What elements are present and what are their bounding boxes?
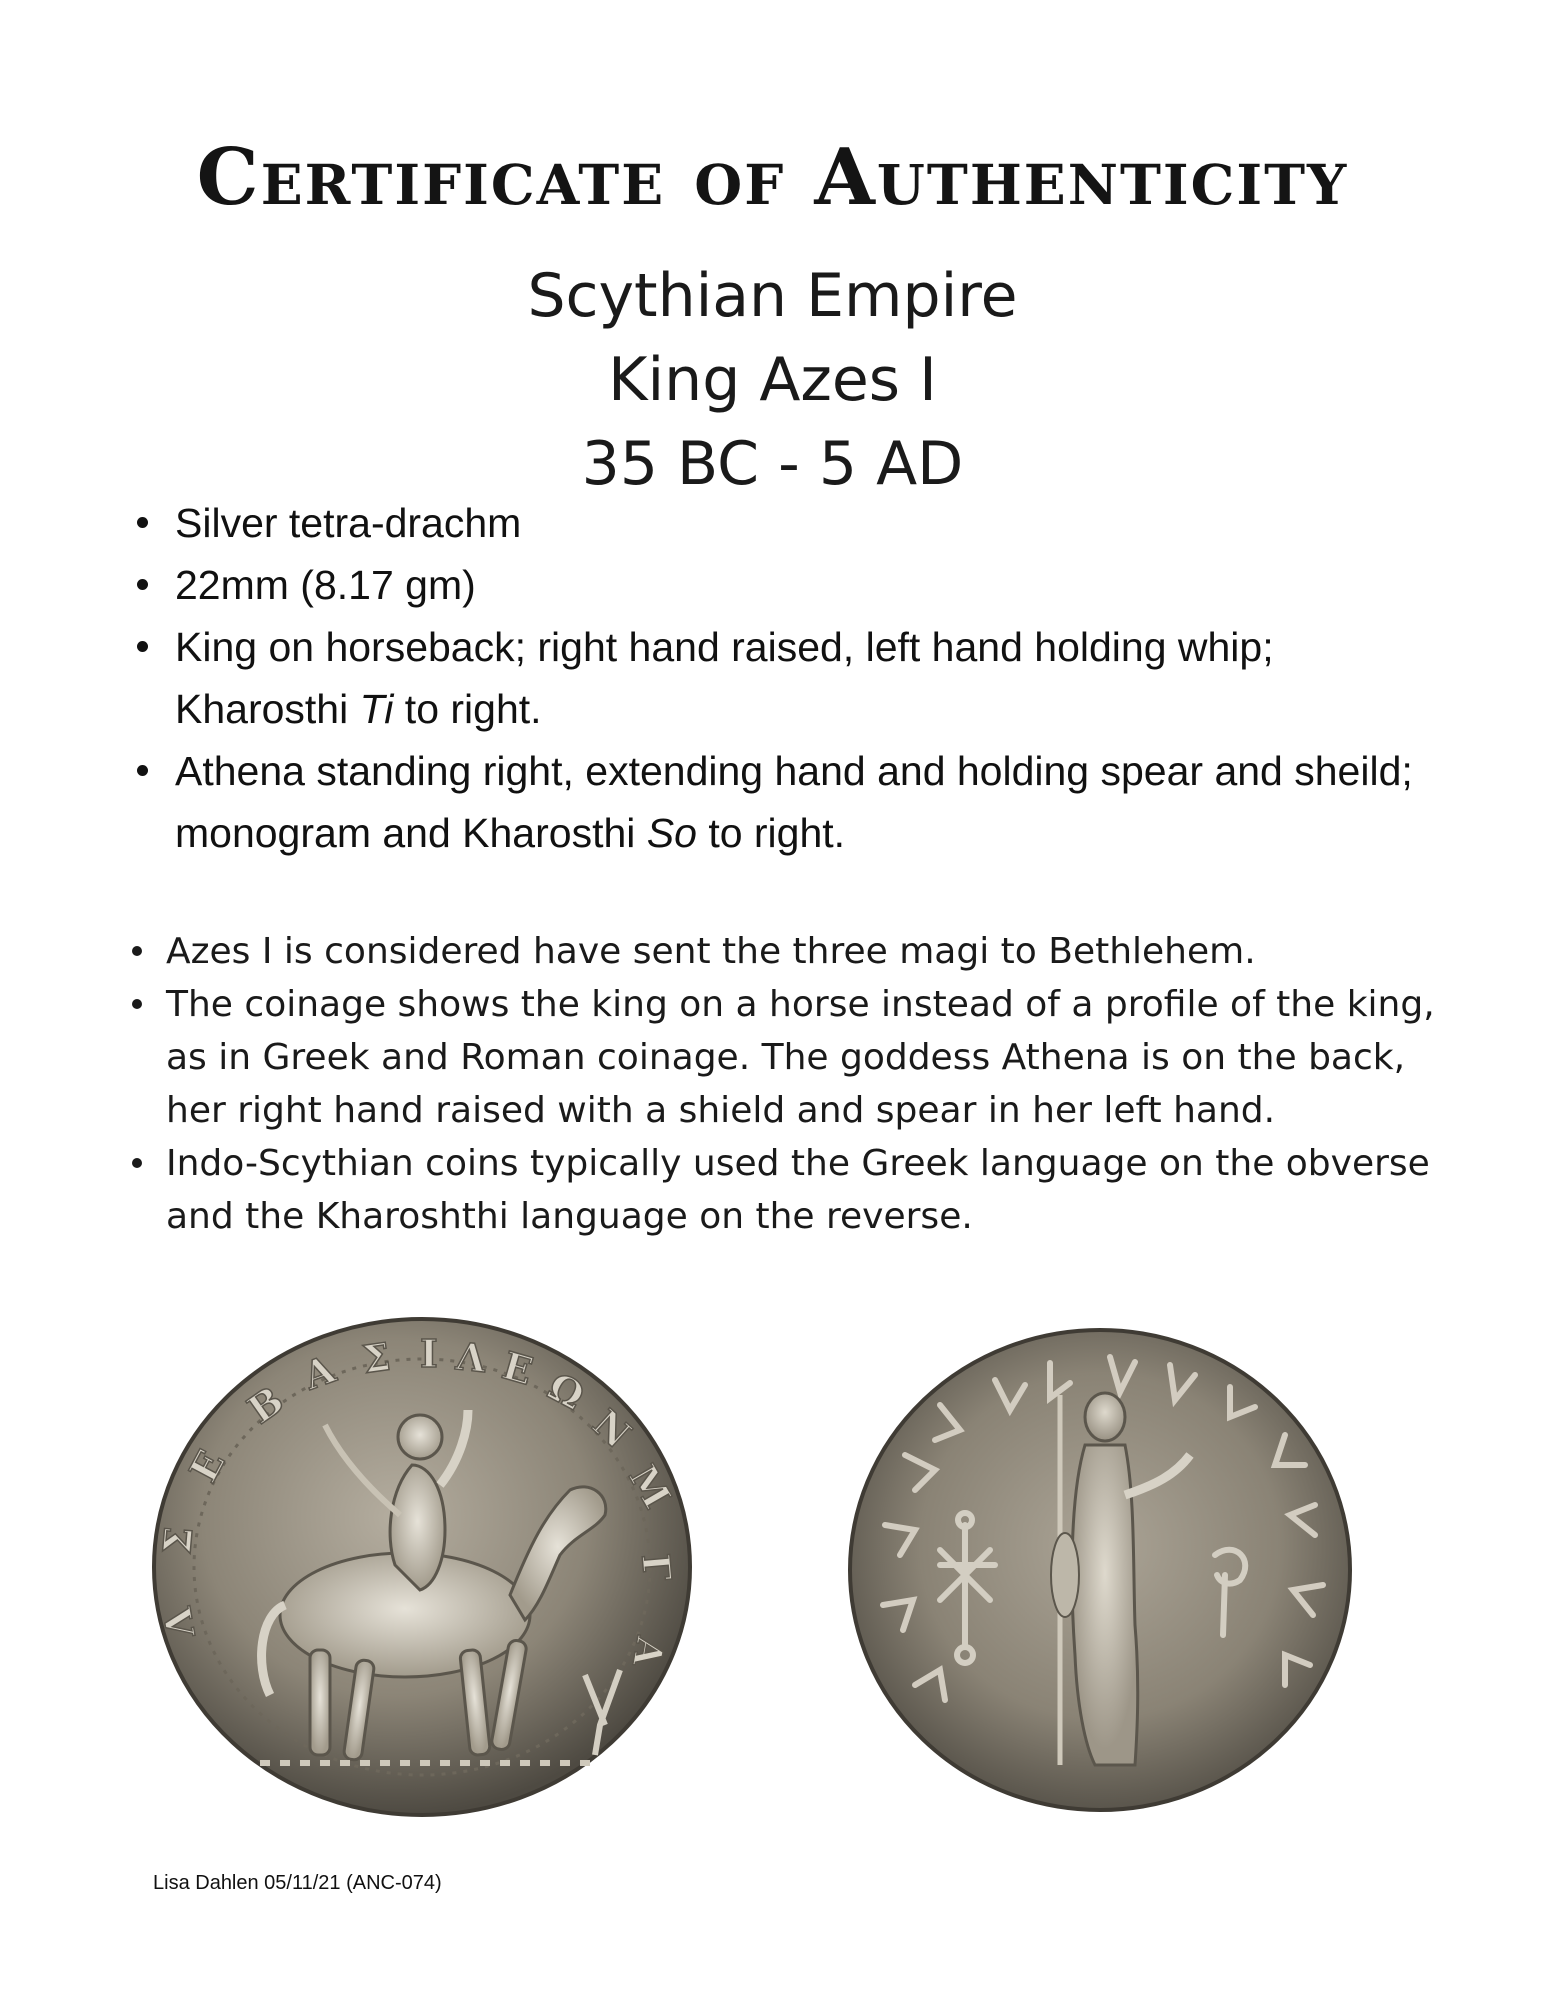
svg-text:Α: Α xyxy=(624,1633,674,1671)
svg-text:Ε: Ε xyxy=(497,1342,538,1394)
spec-italic: Ti xyxy=(359,686,394,732)
svg-text:Β: Β xyxy=(239,1377,292,1433)
svg-text:Ε: Ε xyxy=(180,1442,234,1490)
spec-italic: So xyxy=(646,810,697,856)
spec-text: 22mm (8.17 gm) xyxy=(175,562,476,608)
svg-text:Α: Α xyxy=(297,1346,341,1399)
note-item: Indo-Scythian coins typically used the Greek language on the obverse and the Kharoshthi language on the reverse. xyxy=(130,1137,1450,1243)
coin-specs-list xyxy=(135,492,1435,864)
spec-text: Silver tetra-drachm xyxy=(175,500,522,546)
reverse-coin-image xyxy=(845,1325,1355,1815)
svg-text:Σ: Σ xyxy=(154,1525,202,1556)
reign-dates: 35 BC - 5 AD xyxy=(581,429,964,499)
svg-text:Σ: Σ xyxy=(359,1333,393,1382)
obverse-coin-image xyxy=(150,1315,695,1820)
svg-text:Γ: Γ xyxy=(633,1551,681,1583)
spec-item-reverse xyxy=(135,740,1435,864)
spec-item-size xyxy=(135,554,1435,616)
spec-text: Athena standing right, extending hand and holding spear and sheild; monogram and Kharosthi xyxy=(175,748,1413,856)
spec-item-obverse xyxy=(135,616,1435,740)
svg-text:Μ: Μ xyxy=(620,1457,681,1516)
spec-text: to right. xyxy=(696,810,846,856)
svg-text:Ι: Ι xyxy=(420,1331,438,1376)
empire-name: Scythian Empire xyxy=(527,261,1018,331)
note-item: The coinage shows the king on a horse instead of a profile of the king, as in Greek and Roman coinage. The goddess Athena is on the back, her right hand raised with a shield and spear in her left hand. xyxy=(130,978,1450,1137)
svg-text:Ω: Ω xyxy=(540,1363,592,1419)
spec-text: to right. xyxy=(393,686,542,732)
spec-item-material xyxy=(135,492,1435,554)
spec-text: King on horseback; right hand raised, left hand holding whip; Kharosthi xyxy=(175,624,1274,732)
king-name: King Azes I xyxy=(608,345,937,415)
svg-text:Λ: Λ xyxy=(454,1333,489,1382)
history-notes-list xyxy=(130,925,1450,1243)
certificate-footer: Lisa Dahlen 05/11/21 (ANC-074) xyxy=(153,1872,442,1894)
svg-text:Ν: Ν xyxy=(583,1400,640,1457)
note-item: Azes I is considered have sent the three magi to Bethlehem. xyxy=(130,925,1450,978)
certificate-title: Certificate of Authenticity xyxy=(196,132,1349,223)
svg-text:Λ: Λ xyxy=(154,1604,204,1642)
